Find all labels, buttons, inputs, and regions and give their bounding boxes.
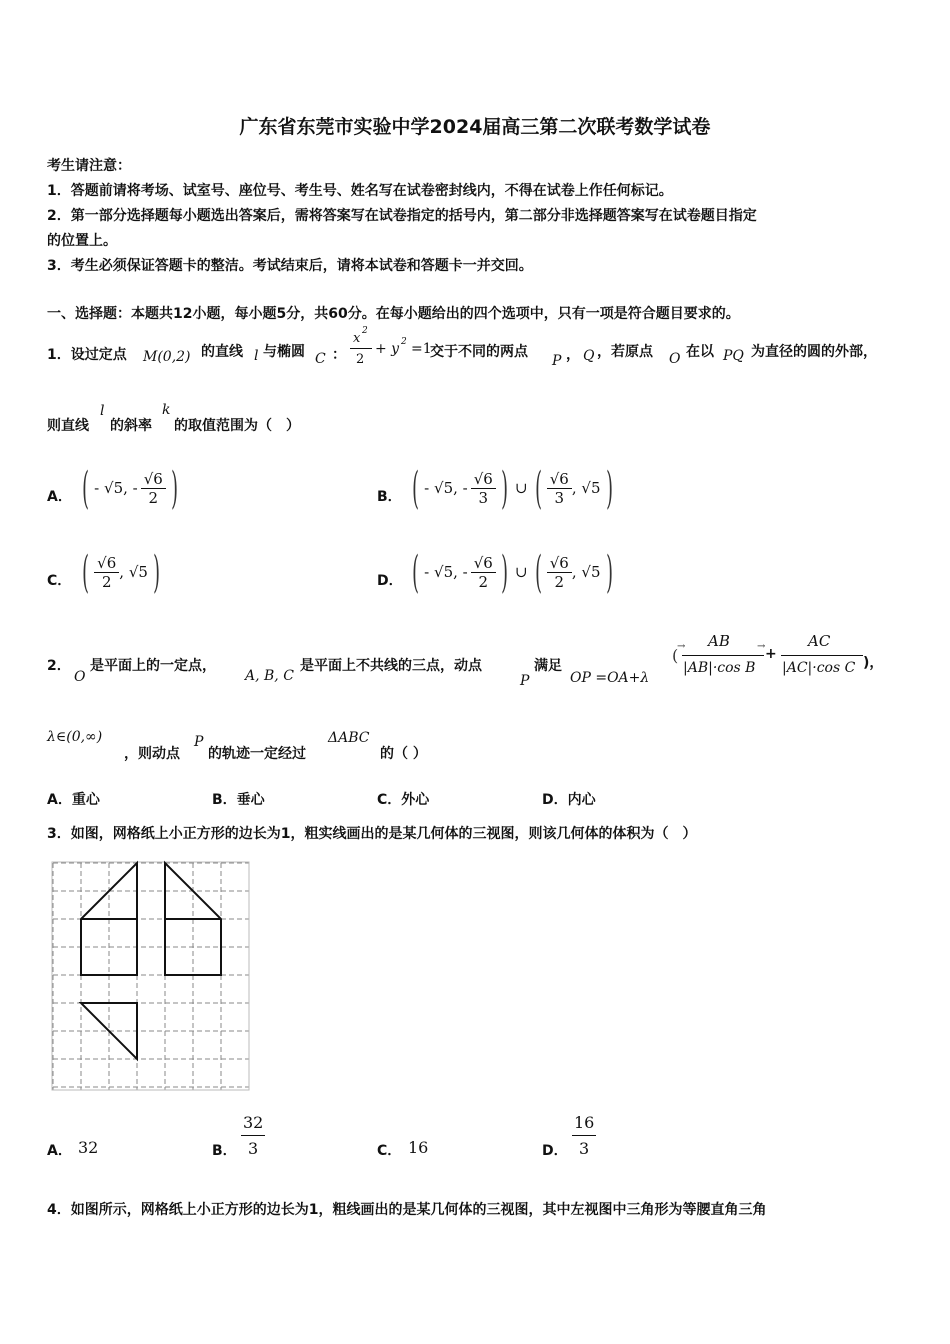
q1-option-b-value: ( - √5, - $\frac{√6}{3}$ ) ∪ ( $\frac{√6}{3}$ , √5 ) [412,462,613,514]
q1-ellipse-c: C [315,351,326,367]
q2-ac-denominator: |AC|·cos C [782,660,856,676]
q2-point-p: P [520,673,530,689]
q1-option-d-label: D． [377,573,403,589]
q3-option-b-fraction-bar [241,1135,265,1136]
q1-ellipse-y: + y [375,341,400,357]
q3-option-d-denominator: 3 [579,1139,590,1158]
q3-option-d-numerator: 16 [574,1113,595,1132]
q3-option-b-denominator: 3 [248,1139,259,1158]
q1-text-8: 则直线 [47,418,89,434]
q2-vector-arrow-2: → [757,641,766,652]
q2-text-7: 的（ ） [380,746,427,762]
q2-points-abc: A, B, C [245,668,294,684]
q2-point-o: O [74,669,86,685]
q1-line-l-2: l [100,403,105,419]
q3-option-b-label: B． [212,1143,237,1159]
q1-text-2: 的直线 [201,344,243,360]
q2-text-5: ，则动点 [124,746,180,762]
notice-item-3: 3．考生必须保证答题卡的整洁。考试结束后，请将本试卷和答题卡一并交回。 [47,258,533,274]
q1-point-q: Q [583,348,595,364]
q1-ellipse-equals: =1 [411,341,432,357]
q3-option-a-label: A． [47,1143,72,1159]
q2-text-3: 是平面上不共线的三点，动点 [300,658,482,674]
q2-triangle: ΔABC [328,730,370,746]
question-4-text: 4．如图所示，网格纸上小正方形的边长为1，粗线画出的是某几何体的三视图，其中左视图中三角形为等腰直角三角 [47,1202,767,1218]
q2-option-d: D．内心 [542,792,596,808]
q1-origin-o: O [669,351,681,367]
q1-text-9: 的斜率 [110,418,152,434]
q2-close: )， [863,655,884,671]
q2-plus: + [765,646,777,662]
q1-ellipse-y-exponent: 2 [401,337,407,347]
q2-ab-fraction-bar [682,655,764,656]
q3-option-d-label: D． [542,1143,568,1159]
q2-option-b: B．垂心 [212,792,265,808]
q1-text-6: 在以 [686,344,714,360]
notice-item-2a: 2．第一部分选择题每小题选出答案后，需将答案写在试卷指定的括号内，第二部分非选择题答案写在试卷题目指定 [47,208,757,224]
q3-text: 3．如图，网格纸上小正方形的边长为1，粗实线画出的是某几何体的三视图，则该几何体的体积为（ ） [47,826,697,842]
q2-open-paren: ( [672,646,679,665]
q1-text-1: 1．设过定点 [47,347,127,363]
q1-text-4: 交于不同的两点 [430,344,528,360]
q1-ellipse-x-exponent: 2 [362,326,368,336]
q1-line-l: l [254,348,259,364]
q1-slope-k: k [162,402,171,418]
q1-text-3: 与椭圆 [263,344,305,360]
q1-point-m: M(0,2) [143,349,191,365]
q1-ellipse-denominator: 2 [356,352,365,367]
q3-option-a-value: 32 [78,1138,99,1157]
q1-option-c-value: ( $\frac{√6}{2}$ , √5 ) [82,546,160,598]
q2-option-a: A．重心 [47,792,100,808]
q3-option-d-fraction-bar [572,1135,596,1136]
q2-ac-fraction-bar [781,655,863,656]
q2-point-p-2: P [194,734,204,750]
section-heading: 一、选择题：本题共12小题，每小题5分，共60分。在每小题给出的四个选项中，只有一项是符合题目要求的。 [47,306,740,322]
q1-ellipse-fraction-bar [350,348,372,349]
notice-item-1: 1．答题前请将考场、试室号、座位号、考生号、姓名写在试卷密封线内，不得在试卷上作任何标记。 [47,183,673,199]
q1-ellipse-x: x [353,331,361,346]
q1-colon: ： [332,347,346,363]
q1-option-a-label: A． [47,489,72,505]
q1-option-c-label: C． [47,573,72,589]
q1-option-d-value: ( - √5, - $\frac{√6}{2}$ ) ∪ ( $\frac{√6}{2}$ , √5 ) [412,546,613,598]
q2-equation: OP =OA+λ [570,670,650,686]
q2-number: 2． [47,658,71,674]
q1-text-7: 为直径的圆的外部， [751,344,877,360]
q2-lambda: λ∈(0,∞) [47,729,103,745]
q3-three-view-figure [50,860,254,1092]
q1-segment-pq: PQ [723,348,744,364]
q1-option-b-label: B． [377,489,402,505]
page-title: 广东省东莞市实验中学2024届高三第二次联考数学试卷 [239,116,711,138]
q2-ab-denominator: |AB|·cos B [683,660,756,676]
q1-text-5: ，若原点 [597,344,653,360]
q3-option-b-numerator: 32 [243,1113,264,1132]
notice-item-2b: 的位置上。 [47,233,117,249]
q3-option-c-value: 16 [408,1138,429,1157]
q2-ab: AB [708,632,730,650]
notice-heading: 考生请注意： [47,158,131,174]
q1-text-10: 的取值范围为（ ） [174,418,300,434]
q1-option-a-value: ( - √5, - $\frac{√6}{2}$ ) [82,462,178,514]
q3-option-c-label: C． [377,1143,402,1159]
q2-ac: AC [808,632,831,650]
q2-text-2: 是平面上的一定点， [90,658,216,674]
q2-option-c: C．外心 [377,792,430,808]
q2-text-6: 的轨迹一定经过 [208,746,306,762]
q1-point-p: P [552,353,562,369]
q1-comma: ， [566,347,580,363]
q2-text-4: 满足 [534,658,562,674]
q2-vector-arrow-1: → [677,641,686,652]
